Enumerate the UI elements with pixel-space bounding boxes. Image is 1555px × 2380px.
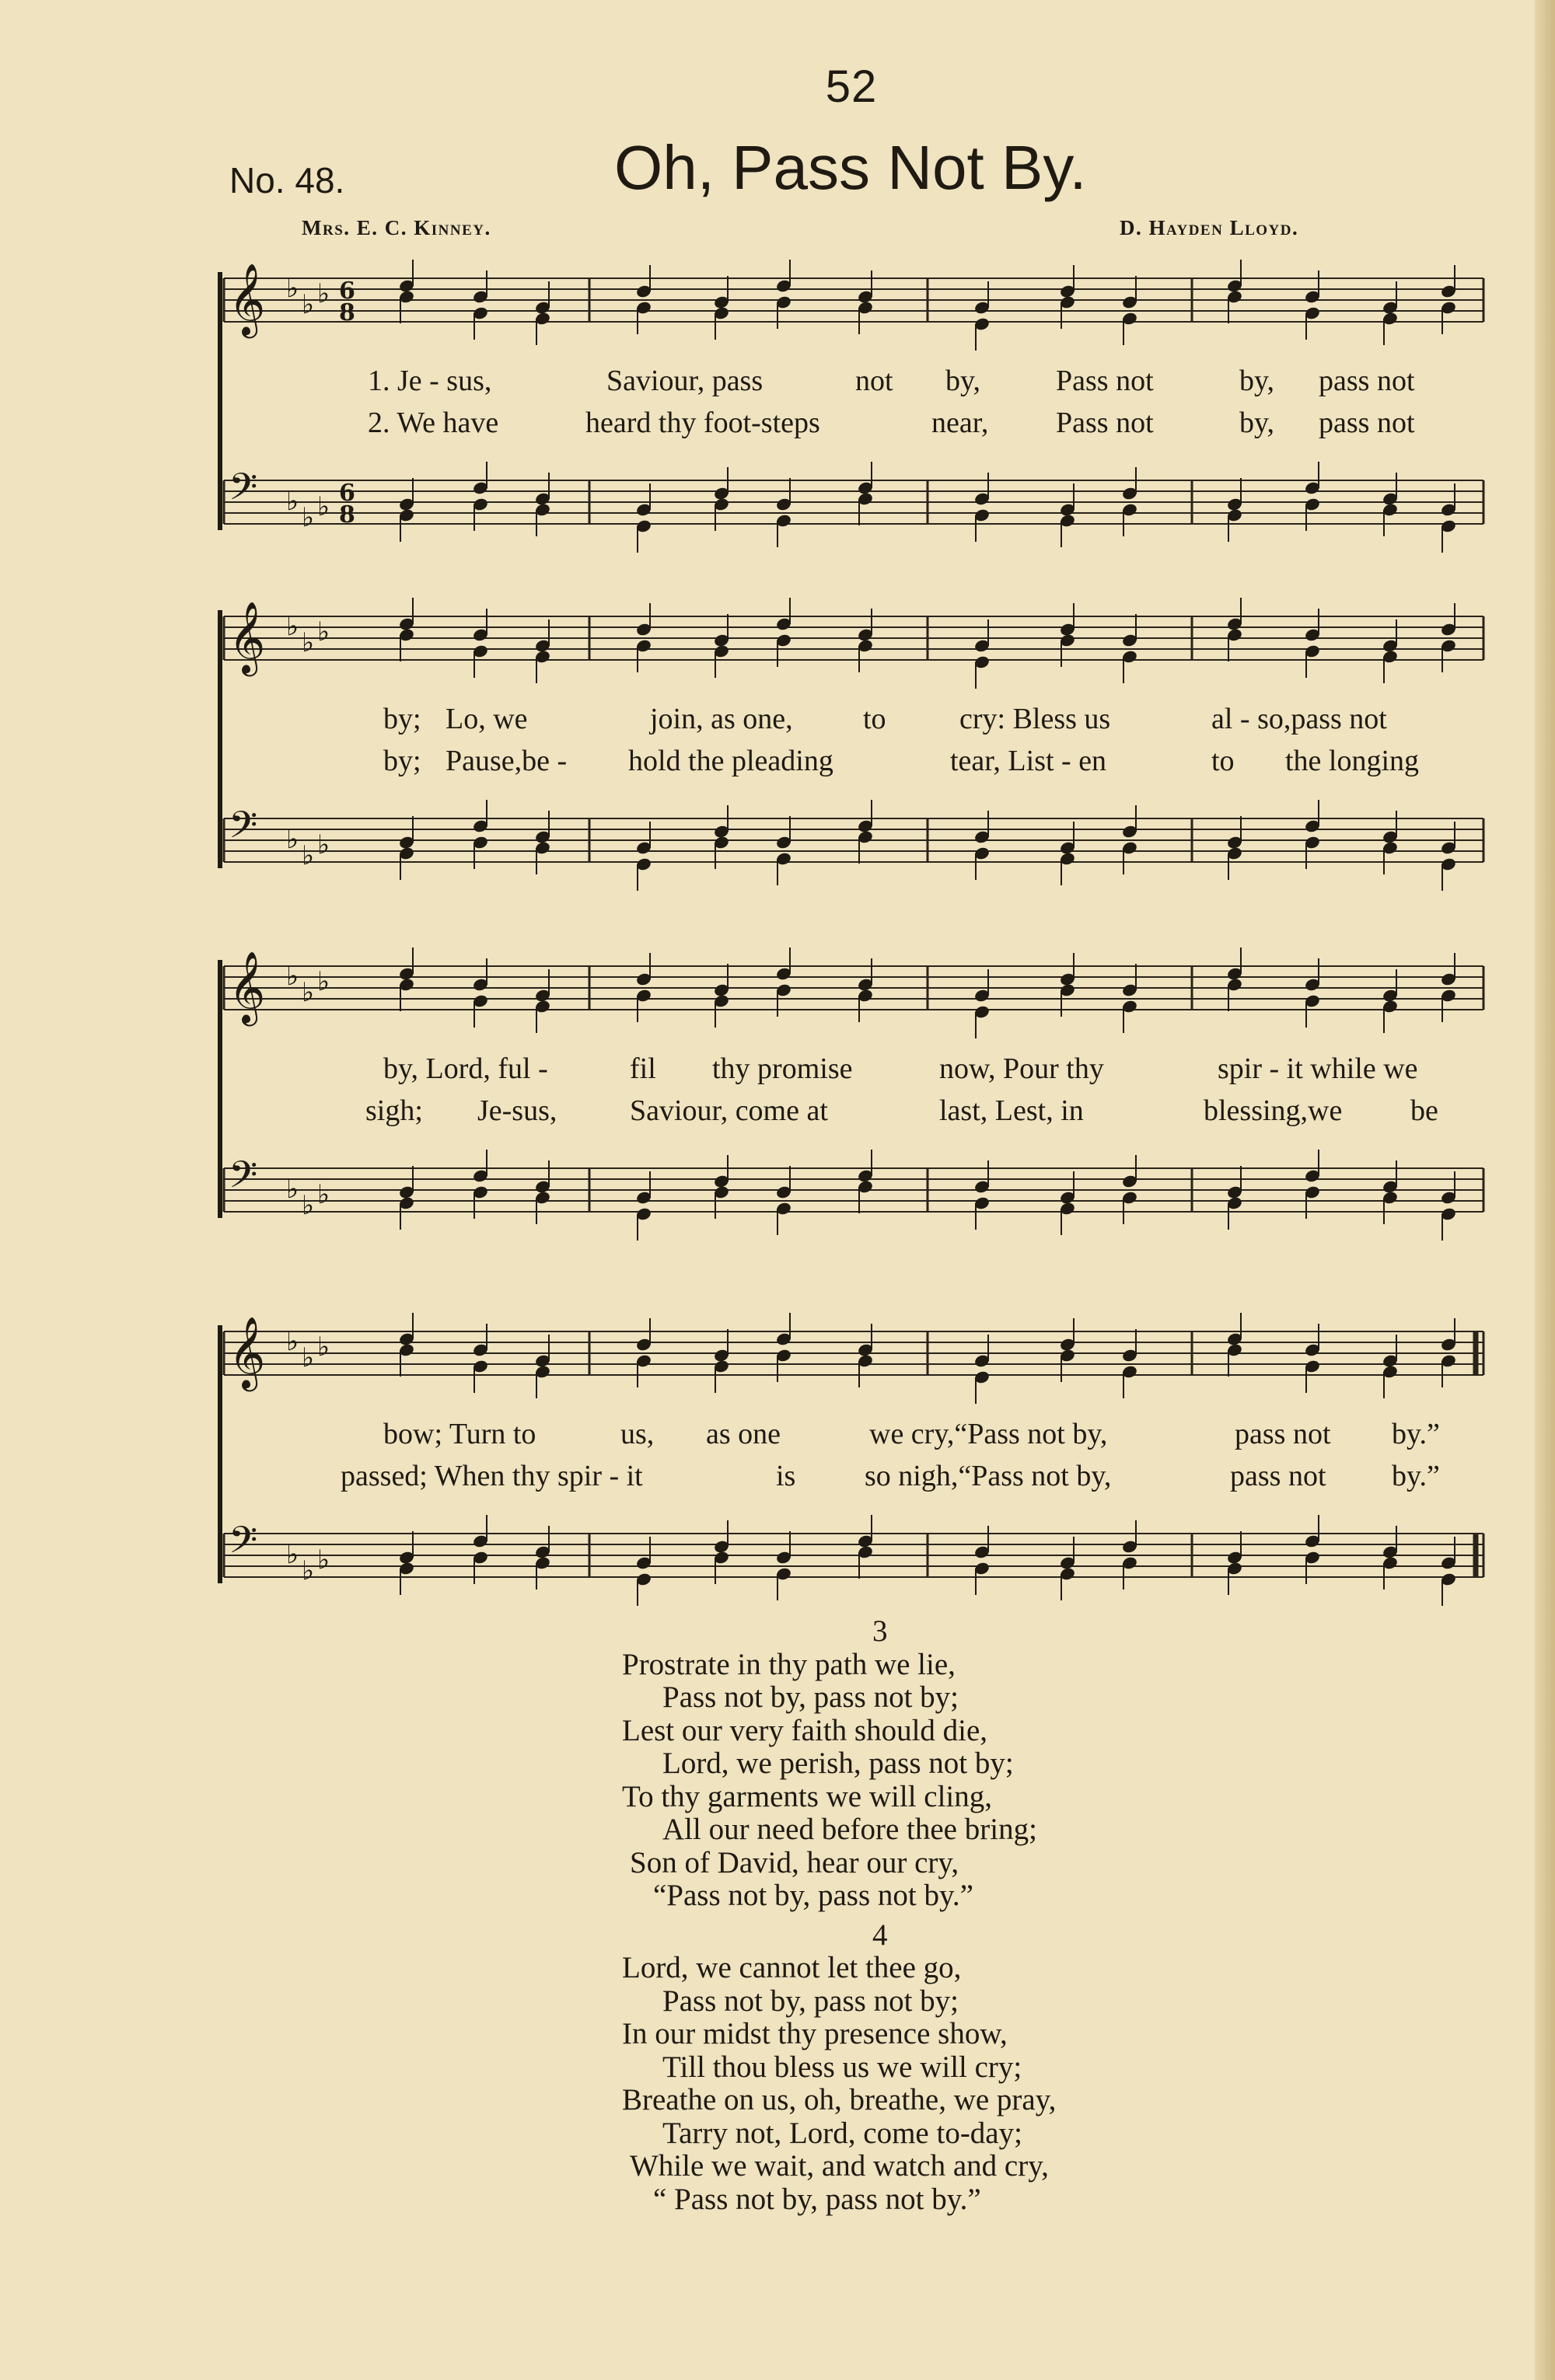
svg-text:♭: ♭ <box>286 611 299 642</box>
svg-text:♭: ♭ <box>302 289 315 320</box>
lyric-line-verse-1 <box>224 1417 1483 1453</box>
verse-number: 3 <box>872 1614 888 1648</box>
composer-credit: D. Hayden Lloyd. <box>1120 216 1299 239</box>
lyric-word: last, Lest, in <box>939 1094 1084 1127</box>
svg-text:𝄢: 𝄢 <box>229 1518 258 1571</box>
verse-line: Pass not by, pass not by; <box>662 1984 959 2018</box>
lyric-word: near, <box>931 407 989 439</box>
lyric-word: pass not <box>1235 1418 1331 1450</box>
hymn-number: No. 48. <box>229 160 345 201</box>
lyric-word: pass not <box>1319 365 1415 397</box>
lyric-word: Saviour, pass <box>606 365 764 397</box>
hymn-title: Oh, Pass Not By. <box>614 133 1087 202</box>
treble-staff <box>224 263 1483 335</box>
verse-line: Pass not by, pass not by; <box>662 1680 959 1714</box>
staff-lines <box>224 601 1483 673</box>
lyric-line-verse-2 <box>224 406 1483 441</box>
svg-text:𝄞: 𝄞 <box>229 951 266 1023</box>
lyric-word: by; <box>383 745 421 777</box>
lyric-word: now, Pour thy <box>939 1052 1104 1085</box>
svg-text:♭: ♭ <box>302 840 315 871</box>
lyric-line-verse-1 <box>224 364 1483 400</box>
lyric-word: us, <box>620 1418 655 1450</box>
verse-line: Prostrate in thy path we lie, <box>622 1647 956 1681</box>
svg-text:6: 6 <box>339 480 355 507</box>
lyric-line-verse-1 <box>224 1052 1483 1087</box>
svg-text:♭: ♭ <box>302 1555 315 1586</box>
system-bracket <box>218 610 222 868</box>
bass-staff <box>224 465 1483 533</box>
svg-text:♭: ♭ <box>286 961 299 992</box>
staff-lines <box>224 1518 1483 1586</box>
verse-line: In our midst thy presence show, <box>622 2017 1008 2050</box>
staff-lines <box>224 803 1483 871</box>
staff-lines <box>224 1153 1483 1221</box>
lyric-word: hold the pleading <box>628 745 833 777</box>
bass-staff <box>224 803 1483 871</box>
svg-text:𝄞: 𝄞 <box>229 263 266 335</box>
svg-text:♭: ♭ <box>302 502 315 533</box>
staff-lines <box>224 951 1483 1023</box>
verse-number: 4 <box>872 1918 888 1952</box>
verse-line: Lord, we cannot let thee go, <box>622 1951 962 1984</box>
svg-text:♭: ♭ <box>286 1174 299 1205</box>
lyric-word: Lo, we <box>446 703 528 735</box>
lyric-word: by.” <box>1392 1418 1440 1450</box>
lyric-word: to <box>863 703 886 735</box>
bass-staff <box>224 1153 1483 1221</box>
lyric-word: bow; Turn to <box>383 1418 536 1450</box>
svg-text:♭: ♭ <box>317 491 330 522</box>
lyric-word: we cry,“Pass not by, <box>869 1418 1108 1450</box>
svg-text:♭: ♭ <box>286 1326 299 1357</box>
svg-text:♭: ♭ <box>286 486 299 517</box>
staff-lines <box>224 1316 1483 1388</box>
lyric-word: by.” <box>1392 1460 1440 1492</box>
svg-text:8: 8 <box>339 299 355 326</box>
verse-line: To thy garments we will cling, <box>622 1779 993 1813</box>
lyric-word: by, <box>1239 407 1275 439</box>
svg-text:♭: ♭ <box>317 1331 330 1363</box>
lyric-word: spir - it while we <box>1218 1052 1418 1085</box>
treble-staff <box>224 601 1483 673</box>
lyric-word: Pass not <box>1056 407 1154 439</box>
music-system-2 <box>224 602 1483 890</box>
lyric-word: pass not <box>1230 1460 1326 1492</box>
svg-text:𝄞: 𝄞 <box>229 601 266 673</box>
lyric-line-verse-2 <box>224 1459 1483 1495</box>
verse-line: “Pass not by, pass not by.” <box>653 1879 973 1912</box>
svg-text:♭: ♭ <box>317 829 330 860</box>
lyric-word: is <box>776 1460 796 1492</box>
lyric-word: sigh; <box>365 1094 423 1127</box>
lyric-word: join, as one, <box>650 703 793 735</box>
staff-lines <box>224 465 1483 533</box>
verse-line: Son of David, hear our cry, <box>630 1845 959 1879</box>
page-edge <box>1535 0 1555 2380</box>
lyric-word: heard thy foot-steps <box>585 407 820 439</box>
lyric-word: cry: Bless us <box>959 703 1111 735</box>
svg-text:8: 8 <box>339 501 355 529</box>
svg-text:♭: ♭ <box>317 278 330 309</box>
lyric-word: by, Lord, ful - <box>383 1052 548 1085</box>
lyric-word: by; <box>383 703 421 735</box>
lyric-word: 2. We have <box>368 407 499 439</box>
verse-line: Lord, we perish, pass not by; <box>662 1747 1014 1780</box>
svg-text:𝄢: 𝄢 <box>229 465 258 518</box>
svg-text:♭: ♭ <box>302 627 315 658</box>
lyric-word: be <box>1410 1094 1438 1127</box>
lyric-line-verse-2 <box>224 744 1483 780</box>
lyric-word: pass not <box>1319 407 1415 439</box>
svg-text:♭: ♭ <box>286 824 299 855</box>
verse-line: Tarry not, Lord, come to-day; <box>662 2116 1022 2150</box>
verse-line: While we wait, and watch and cry, <box>630 2149 1049 2183</box>
svg-text:𝄢: 𝄢 <box>229 803 258 856</box>
svg-text:♭: ♭ <box>317 966 330 997</box>
lyric-word: so nigh,“Pass not by, <box>865 1460 1112 1492</box>
lyric-word: not <box>855 365 893 397</box>
lyric-word: by, <box>945 365 981 397</box>
music-system-1 <box>224 264 1483 552</box>
music-system-3 <box>224 952 1483 1240</box>
svg-text:♭: ♭ <box>317 1179 330 1210</box>
treble-staff <box>224 951 1483 1023</box>
svg-text:6: 6 <box>339 277 355 305</box>
svg-text:♭: ♭ <box>302 977 315 1008</box>
lyricist-credit: Mrs. E. C. Kinney. <box>302 216 491 239</box>
lyric-word: 1. Je - sus, <box>368 365 492 397</box>
lyric-word: as one <box>706 1418 781 1450</box>
lyric-word: Saviour, come at <box>630 1094 828 1127</box>
svg-text:♭: ♭ <box>302 1190 315 1221</box>
svg-text:𝄞: 𝄞 <box>229 1316 266 1388</box>
svg-text:𝄢: 𝄢 <box>229 1153 258 1206</box>
lyric-word: tear, List - en <box>950 745 1107 777</box>
additional-verses <box>622 1615 1322 2216</box>
lyric-word: fil <box>630 1052 656 1085</box>
treble-staff <box>224 1316 1483 1388</box>
page-number: 52 <box>825 61 878 112</box>
verse-line: Breathe on us, oh, breathe, we pray, <box>622 2083 1057 2117</box>
lyric-word: al - so,pass not <box>1211 703 1387 735</box>
lyric-line-verse-2 <box>224 1094 1483 1129</box>
lyric-word: Pause,be - <box>446 745 568 777</box>
lyric-line-verse-1 <box>224 702 1483 738</box>
bass-staff <box>224 1518 1483 1586</box>
svg-text:♭: ♭ <box>286 1539 299 1570</box>
lyric-word: the longing <box>1285 745 1420 777</box>
verse-line: Lest our very faith should die, <box>622 1713 988 1747</box>
verse-line: Till thou bless us we will cry; <box>662 2050 1022 2084</box>
lyric-word: passed; When thy spir - it <box>341 1460 643 1492</box>
music-system-4 <box>224 1317 1483 1605</box>
lyric-word: by, <box>1239 365 1275 397</box>
staff-lines <box>224 263 1483 335</box>
lyric-word: blessing,we <box>1204 1094 1343 1127</box>
lyric-word: Pass not <box>1056 365 1154 397</box>
lyric-word: thy promise <box>712 1052 853 1085</box>
verse-line: “ Pass not by, pass not by.” <box>653 2182 981 2216</box>
lyric-word: to <box>1211 745 1235 777</box>
system-bracket <box>218 960 222 1218</box>
svg-text:♭: ♭ <box>317 1544 330 1576</box>
svg-text:♭: ♭ <box>286 273 299 304</box>
system-bracket <box>218 1325 222 1583</box>
system-bracket <box>218 272 222 530</box>
svg-text:♭: ♭ <box>302 1342 315 1373</box>
lyric-word: Je-sus, <box>477 1094 557 1127</box>
verse-line: All our need before thee bring; <box>662 1813 1037 1846</box>
svg-text:♭: ♭ <box>317 616 330 647</box>
